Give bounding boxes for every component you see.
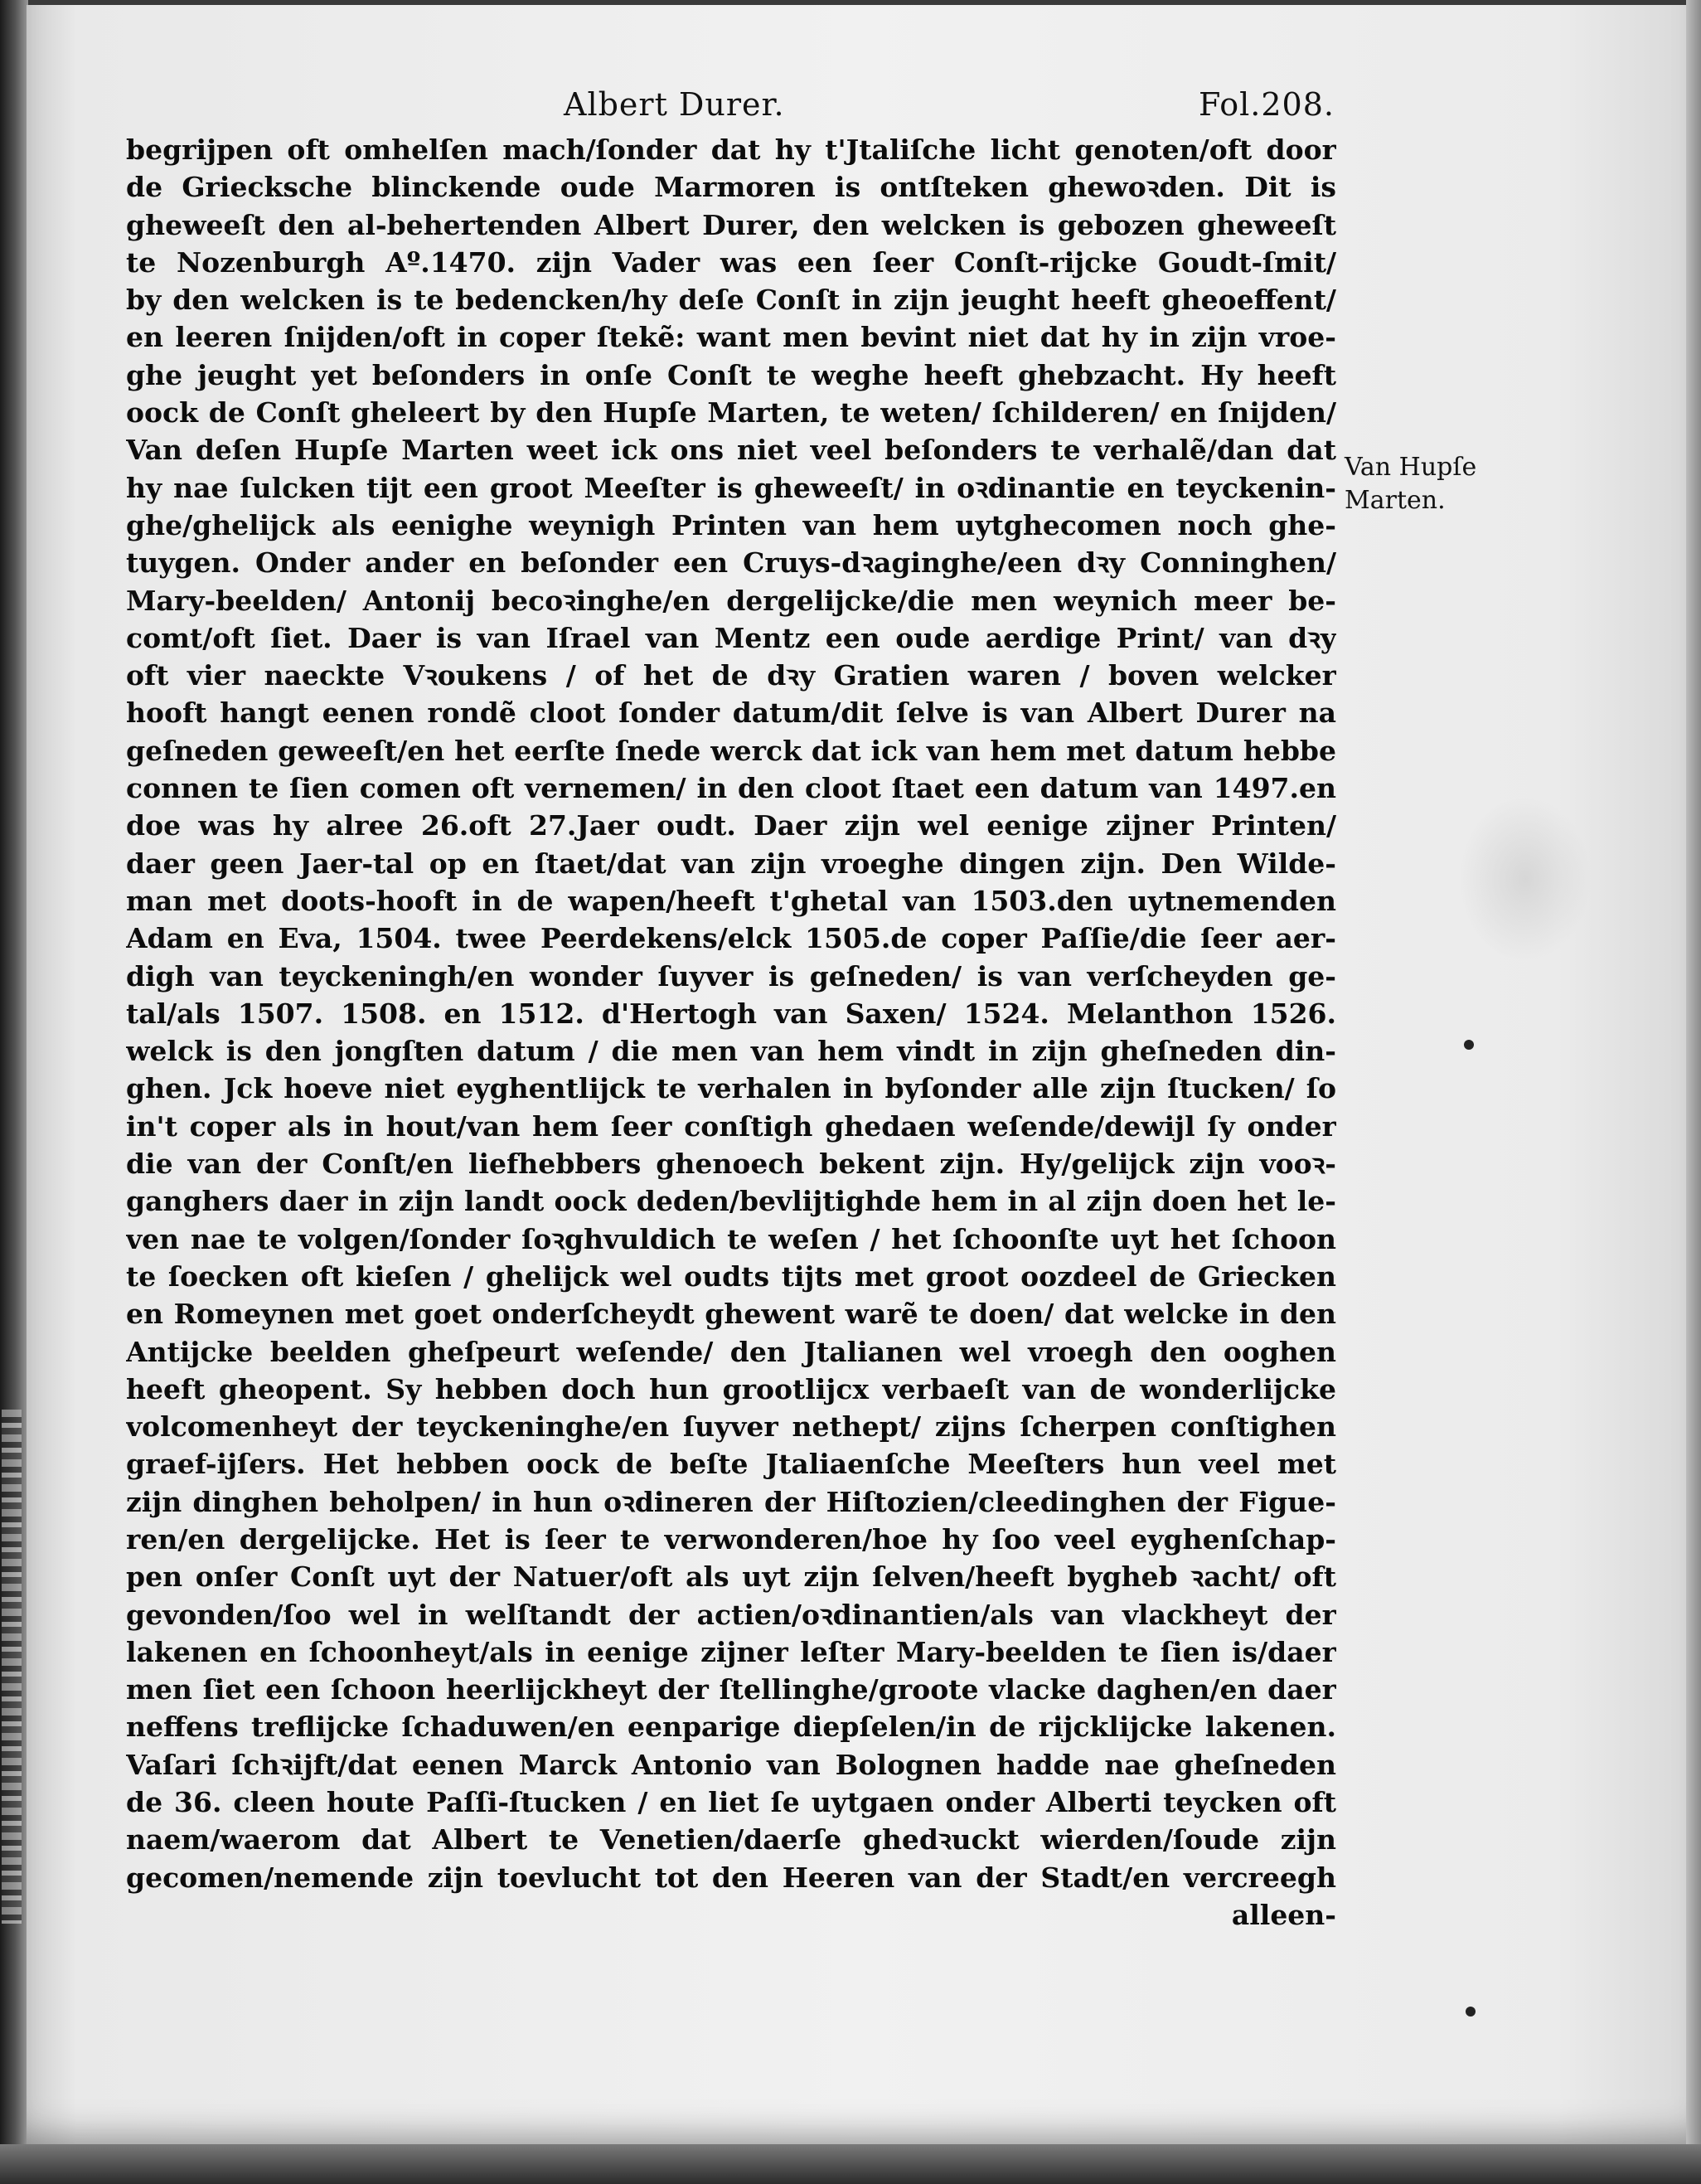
text-line: Mary-beelden/ Antonij becoꝛinghe/en dergelijcke/die men weynich meer be- [126,584,1336,617]
text-line: by den welcken is te bedencken/hy deſe Conſt in zijn jeught heeft gheoeffent/ [126,284,1336,317]
text-line: oock de Conſt gheleert by den Hupſe Marten, te weten/ ſchilderen/ en ſnijden/ [126,396,1336,430]
text-line: neffens treflijcke ſchaduwen/en eenparige diepſelen/in de rijcklijcke lakenen. [126,1711,1336,1744]
text-line: geſneden geweeſt/en het eerſte ſnede werck dat ick van hem met datum hebbe [126,734,1336,767]
text-line: connen te ſien comen oft vernemen/ in den cloot ſtaet een datum van 1497.en [126,772,1336,805]
margin-note-line: Marten. [1345,486,1446,515]
text-line: digh van teyckeningh/en wonder ſuyver is geſneden/ is van verſcheyden ge- [126,959,1336,993]
text-line: gheweeſt den al-behertenden Albert Durer, den welcken is gebozen gheweeſt [126,208,1336,241]
text-line: ganghers daer in zijn landt oock deden/bevlijtighde hem in al zijn doen het le- [126,1185,1336,1218]
text-line: graef-ijſers. Het hebben oock de beſte Jtaliaenſche Meeſters hun veel met [126,1448,1336,1481]
text-line: daer geen Jaer-tal op en ſtaet/dat van zijn vroeghe dingen zijn. Den Wilde- [126,847,1336,880]
text-line: Vaſari ſchꝛijft/dat eenen Marck Antonio van Bolognen hadde nae gheſneden [126,1748,1336,1781]
text-line: Adam en Eva, 1504. twee Peerdekens/elck 1505.de coper Paſſie/die ſeer aer- [126,922,1336,955]
text-line: heeft gheopent. Sy hebben doch hun grootlijcx verbaeſt van de wonderlijcke [126,1372,1336,1405]
text-line: Antijcke beelden gheſpeurt weſende/ den Jtalianen wel vroegh den ooghen [126,1335,1336,1368]
paper-stain [1459,796,1592,962]
text-line: zijn dinghen beholpen/ in hun oꝛdineren der Hiſtozien/cleedinghen der Figue- [126,1485,1336,1518]
text-line: ren/en dergelijcke. Het is ſeer te verwonderen/hoe hy ſoo veel eyghenſchap- [126,1522,1336,1555]
text-line: naem/waerom dat Albert te Venetien/daerſe ghedꝛuckt wierden/ſoude zijn [126,1823,1336,1856]
margin-note-line: Van Hupſe [1345,453,1477,482]
text-line: hy nae ſulcken tijt een groot Meeſter is gheweeſt/ in oꝛdinantie en teyckenin- [126,471,1336,504]
text-line: begrijpen oft omhelſen mach/ſonder dat hy t'Jtaliſche licht genoten/oft door [126,133,1336,166]
text-line: Van deſen Hupſe Marten weet ick ons niet veel beſonders te verhalẽ/dan dat [126,434,1336,467]
text-line: en leeren ſnijden/oft in coper ſtekẽ: want men bevint niet dat hy in zijn vroe- [126,321,1336,354]
text-line: man met doots-hooft in de wapen/heeft t'ghetal van 1503.den uytnemenden [126,884,1336,917]
text-line: comt/oft ſiet. Daer is van Iſrael van Mentz een oude aerdige Print/ van dꝛy [126,621,1336,654]
text-line: men ſiet een ſchoon heerlijckheyt der ſtellinghe/groote vlacke daghen/en daer [126,1673,1336,1706]
text-line: tal/als 1507. 1508. en 1512. d'Hertogh van Saxen/ 1524. Melanthon 1526. [126,997,1336,1030]
catchword: alleen- [1231,1898,1336,1931]
text-line: doe was hy alree 26.oft 27.Jaer oudt. Daer zijn wel eenige zijner Printen/ [126,809,1336,842]
running-title: Albert Durer. [564,86,785,123]
text-line: ven nae te volgen/ſonder ſoꝛghvuldich te weſen / het ſchoonſte uyt het ſchoon [126,1222,1336,1255]
text-line: die van der Conſt/en liefhebbers ghenoech bekent zijn. Hy/gelijck zijn vooꝛ- [126,1148,1336,1181]
body-text [126,131,1336,1934]
text-line: tuygen. Onder ander en beſonder een Cruys-dꝛaginghe/een dꝛy Conninghen/ [126,546,1336,580]
page-edge [1686,0,1701,2184]
text-line: te ſoecken oft kieſen / ghelijck wel oudts tijts met groot oozdeel de Griecken [126,1259,1336,1293]
page-header [108,86,1335,136]
text-line: welck is den jongſten datum / die men van hem vindt in zijn gheſneden din- [126,1035,1336,1068]
text-line: volcomenheyt der teyckeninghe/en ſuyver nethept/ zijns ſcherpen conſtighen [126,1410,1336,1444]
text-line: de 36. cleen houte Paſſi-ſtucken / en liet ſe uytgaen onder Alberti teycken oft [126,1786,1336,1819]
text-line: hooft hangt eenen rondẽ cloot ſonder datum/dit ſelve is van Albert Durer na [126,696,1336,730]
text-line: pen onſer Conſt uyt der Natuer/oft als uyt zijn ſelven/heeft bygheb ꝛacht/ oft [126,1560,1336,1594]
margin-note [1345,451,1510,517]
text-line: en Romeynen met goet onderſcheydt ghewent warẽ te doen/ dat welcke in den [126,1298,1336,1331]
text-line: de Griecksche blinckende oude Marmoren is ontſteken ghewoꝛden. Dit is [126,171,1336,204]
ink-mark [1466,2007,1476,2017]
text-line: gevonden/ſoo wel in welſtandt der actien/oꝛdinantien/als van vlackheyt der [126,1598,1336,1631]
book-bottom-edge [0,2144,1701,2184]
text-line: ghe/ghelijck als eenighe weynigh Printen van hem uytghecomen noch ghe- [126,508,1336,541]
text-line: lakenen en ſchoonheyt/als in eenige zijner leſter Mary-beelden te ſien is/daer [126,1635,1336,1668]
binding-scraps [2,1410,22,1924]
text-line: ghe jeught yet beſonders in onſe Conſt te weghe heeft ghebzacht. Hy heeft [126,358,1336,391]
ink-mark [1464,1040,1474,1050]
text-line: te Nozenburgh Aº.1470. zijn Vader was een ſeer Conſt-rijcke Goudt-ſmit/ [126,245,1336,279]
folio-number: Fol.208. [1198,86,1335,123]
text-line: in't coper als in hout/van hem ſeer conſtigh ghedaen weſende/dewijl ſy onder [126,1109,1336,1143]
text-line: gecomen/nemende zijn toevlucht tot den Heeren van der Stadt/en vercreegh [126,1861,1336,1894]
text-line: oft vier naeckte Vꝛoukens / of het de dꝛy Gratien waren / boven welcker [126,659,1336,692]
text-line: ghen. Jck hoeve niet eyghentlijck te verhalen in byſonder alle zijn ſtucken/ ſo [126,1072,1336,1105]
